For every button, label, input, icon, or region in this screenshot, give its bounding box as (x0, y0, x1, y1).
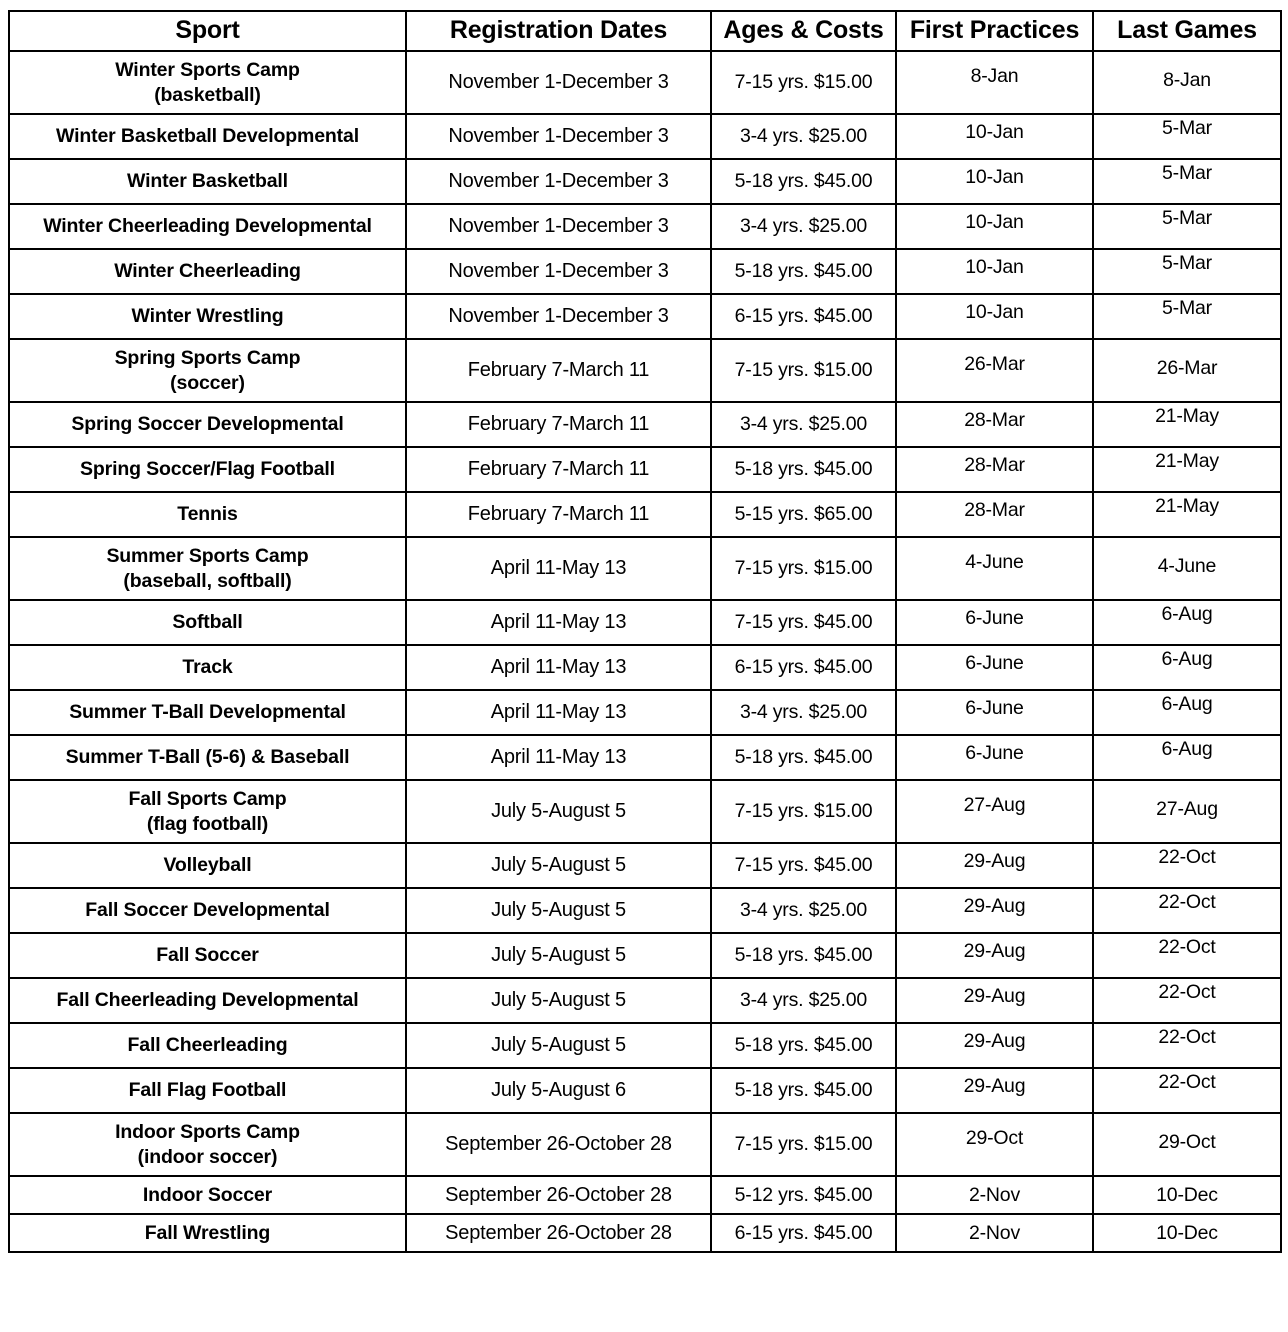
cell-ages-costs: 7-15 yrs. $45.00 (711, 843, 896, 888)
cell-registration-dates: November 1-December 3 (406, 51, 711, 114)
cell-first-practice: 6-June (896, 645, 1093, 690)
sport-subtitle: (flag football) (146, 812, 269, 835)
cell-sport (9, 114, 406, 159)
table-row (9, 402, 1281, 447)
table-row (9, 600, 1281, 645)
cell-sport (9, 780, 406, 843)
table-row (9, 645, 1281, 690)
cell-first-practice: 10-Jan (896, 249, 1093, 294)
cell-registration-dates: July 5-August 5 (406, 933, 711, 978)
cell-first-practice: 6-June (896, 735, 1093, 780)
table-row (9, 735, 1281, 780)
sport-name: Summer T-Ball (5-6) & Baseball (65, 746, 350, 769)
cell-sport (9, 339, 406, 402)
cell-last-game: 21-May (1093, 447, 1281, 492)
column-header-registration-dates: Registration Dates (406, 11, 711, 51)
cell-sport (9, 402, 406, 447)
cell-ages-costs: 3-4 yrs. $25.00 (711, 204, 896, 249)
cell-registration-dates: September 26-October 28 (406, 1214, 711, 1252)
sport-name: Spring Sports Camp (114, 346, 301, 369)
cell-last-game: 21-May (1093, 402, 1281, 447)
cell-last-game: 22-Oct (1093, 978, 1281, 1023)
cell-sport (9, 492, 406, 537)
cell-ages-costs: 5-18 yrs. $45.00 (711, 1068, 896, 1113)
sport-name: Winter Basketball (127, 170, 288, 193)
cell-ages-costs: 5-18 yrs. $45.00 (711, 1023, 896, 1068)
cell-registration-dates: September 26-October 28 (406, 1113, 711, 1176)
cell-ages-costs: 7-15 yrs. $15.00 (711, 51, 896, 114)
table-row (9, 447, 1281, 492)
cell-ages-costs: 7-15 yrs. $45.00 (711, 600, 896, 645)
cell-sport (9, 1214, 406, 1252)
sport-subtitle: (basketball) (154, 83, 261, 106)
cell-first-practice: 4-June (896, 537, 1093, 600)
table-row (9, 888, 1281, 933)
sport-name: Winter Basketball Developmental (56, 125, 359, 148)
table-row (9, 114, 1281, 159)
cell-ages-costs: 3-4 yrs. $25.00 (711, 978, 896, 1023)
sport-subtitle: (baseball, softball) (123, 569, 292, 592)
cell-first-practice: 10-Jan (896, 159, 1093, 204)
cell-last-game: 5-Mar (1093, 249, 1281, 294)
cell-registration-dates: November 1-December 3 (406, 159, 711, 204)
cell-sport (9, 888, 406, 933)
cell-sport (9, 1023, 406, 1068)
table-row (9, 294, 1281, 339)
table-row (9, 1113, 1281, 1176)
table-row (9, 204, 1281, 249)
cell-ages-costs: 3-4 yrs. $25.00 (711, 690, 896, 735)
cell-registration-dates: April 11-May 13 (406, 645, 711, 690)
cell-sport (9, 1113, 406, 1176)
cell-ages-costs: 6-15 yrs. $45.00 (711, 1214, 896, 1252)
cell-registration-dates: April 11-May 13 (406, 537, 711, 600)
table-body (9, 51, 1281, 1252)
sport-name: Fall Soccer Developmental (85, 899, 330, 922)
cell-ages-costs: 5-18 yrs. $45.00 (711, 159, 896, 204)
table-row (9, 159, 1281, 204)
sport-name: Track (182, 656, 233, 679)
column-header-sport: Sport (9, 11, 406, 51)
cell-last-game: 10-Dec (1093, 1176, 1281, 1214)
cell-first-practice: 10-Jan (896, 204, 1093, 249)
cell-first-practice: 6-June (896, 690, 1093, 735)
sport-name: Fall Cheerleading (127, 1034, 288, 1057)
table-row (9, 843, 1281, 888)
cell-registration-dates: July 5-August 6 (406, 1068, 711, 1113)
cell-sport (9, 294, 406, 339)
table-row (9, 1068, 1281, 1113)
cell-registration-dates: July 5-August 5 (406, 843, 711, 888)
cell-registration-dates: November 1-December 3 (406, 249, 711, 294)
cell-registration-dates: September 26-October 28 (406, 1176, 711, 1214)
table-row (9, 933, 1281, 978)
cell-registration-dates: February 7-March 11 (406, 447, 711, 492)
sport-name: Summer Sports Camp (106, 544, 309, 567)
cell-sport (9, 204, 406, 249)
table-row (9, 780, 1281, 843)
cell-registration-dates: February 7-March 11 (406, 492, 711, 537)
sport-name: Summer T-Ball Developmental (69, 701, 346, 724)
cell-ages-costs: 6-15 yrs. $45.00 (711, 294, 896, 339)
cell-first-practice: 10-Jan (896, 114, 1093, 159)
table-row (9, 690, 1281, 735)
cell-first-practice: 29-Aug (896, 1068, 1093, 1113)
cell-first-practice: 29-Aug (896, 978, 1093, 1023)
cell-sport (9, 690, 406, 735)
cell-registration-dates: July 5-August 5 (406, 888, 711, 933)
sport-name: Winter Sports Camp (115, 58, 300, 81)
cell-first-practice: 29-Aug (896, 843, 1093, 888)
cell-registration-dates: July 5-August 5 (406, 780, 711, 843)
cell-last-game: 6-Aug (1093, 600, 1281, 645)
cell-registration-dates: February 7-March 11 (406, 339, 711, 402)
sport-name: Tennis (177, 503, 238, 526)
sport-name: Fall Soccer (156, 944, 259, 967)
sport-subtitle: (soccer) (170, 371, 245, 394)
cell-ages-costs: 3-4 yrs. $25.00 (711, 114, 896, 159)
cell-first-practice: 29-Aug (896, 1023, 1093, 1068)
column-header-last-games: Last Games (1093, 11, 1281, 51)
cell-last-game: 6-Aug (1093, 735, 1281, 780)
cell-last-game: 29-Oct (1093, 1113, 1281, 1176)
cell-last-game: 6-Aug (1093, 645, 1281, 690)
table-row (9, 978, 1281, 1023)
sport-name: Softball (172, 611, 243, 634)
cell-last-game: 10-Dec (1093, 1214, 1281, 1252)
cell-first-practice: 2-Nov (896, 1214, 1093, 1252)
table-header (9, 11, 1281, 51)
sport-name: Spring Soccer/Flag Football (80, 458, 335, 481)
cell-registration-dates: April 11-May 13 (406, 600, 711, 645)
cell-sport (9, 843, 406, 888)
sport-name: Winter Cheerleading (114, 260, 301, 283)
table-row (9, 1214, 1281, 1252)
cell-ages-costs: 3-4 yrs. $25.00 (711, 402, 896, 447)
table-row (9, 492, 1281, 537)
cell-first-practice: 28-Mar (896, 402, 1093, 447)
cell-sport (9, 645, 406, 690)
sport-name: Fall Sports Camp (128, 787, 287, 810)
header-row (9, 11, 1281, 51)
cell-last-game: 4-June (1093, 537, 1281, 600)
cell-sport (9, 933, 406, 978)
cell-sport (9, 1068, 406, 1113)
sport-name: Indoor Sports Camp (115, 1120, 300, 1143)
cell-last-game: 5-Mar (1093, 114, 1281, 159)
sport-name: Winter Wrestling (131, 305, 284, 328)
sport-name: Spring Soccer Developmental (71, 413, 344, 436)
sport-name: Winter Cheerleading Developmental (43, 215, 372, 238)
cell-sport (9, 159, 406, 204)
sport-subtitle: (indoor soccer) (137, 1145, 278, 1168)
cell-last-game: 27-Aug (1093, 780, 1281, 843)
cell-sport (9, 600, 406, 645)
sport-name: Fall Flag Football (128, 1079, 287, 1102)
table-row (9, 249, 1281, 294)
sport-name: Fall Cheerleading Developmental (56, 989, 359, 1012)
cell-ages-costs: 5-18 yrs. $45.00 (711, 933, 896, 978)
cell-last-game: 6-Aug (1093, 690, 1281, 735)
cell-last-game: 5-Mar (1093, 159, 1281, 204)
cell-sport (9, 447, 406, 492)
cell-last-game: 22-Oct (1093, 1023, 1281, 1068)
cell-last-game: 22-Oct (1093, 1068, 1281, 1113)
cell-first-practice: 28-Mar (896, 492, 1093, 537)
cell-first-practice: 6-June (896, 600, 1093, 645)
table-row (9, 1176, 1281, 1214)
cell-registration-dates: November 1-December 3 (406, 294, 711, 339)
cell-sport (9, 735, 406, 780)
table-row (9, 1023, 1281, 1068)
cell-last-game: 22-Oct (1093, 933, 1281, 978)
cell-ages-costs: 5-18 yrs. $45.00 (711, 249, 896, 294)
cell-last-game: 5-Mar (1093, 204, 1281, 249)
cell-ages-costs: 6-15 yrs. $45.00 (711, 645, 896, 690)
cell-registration-dates: April 11-May 13 (406, 690, 711, 735)
cell-ages-costs: 7-15 yrs. $15.00 (711, 537, 896, 600)
cell-ages-costs: 7-15 yrs. $15.00 (711, 780, 896, 843)
cell-first-practice: 29-Oct (896, 1113, 1093, 1176)
cell-sport (9, 249, 406, 294)
sport-name: Fall Wrestling (144, 1221, 271, 1244)
cell-last-game: 5-Mar (1093, 294, 1281, 339)
table-row (9, 537, 1281, 600)
cell-registration-dates: November 1-December 3 (406, 114, 711, 159)
cell-first-practice: 28-Mar (896, 447, 1093, 492)
cell-first-practice: 27-Aug (896, 780, 1093, 843)
column-header-first-practices: First Practices (896, 11, 1093, 51)
table-row (9, 339, 1281, 402)
cell-ages-costs: 3-4 yrs. $25.00 (711, 888, 896, 933)
column-header-ages-costs: Ages & Costs (711, 11, 896, 51)
cell-first-practice: 29-Aug (896, 933, 1093, 978)
cell-ages-costs: 5-18 yrs. $45.00 (711, 447, 896, 492)
table-row (9, 51, 1281, 114)
cell-first-practice: 2-Nov (896, 1176, 1093, 1214)
cell-sport (9, 978, 406, 1023)
cell-first-practice: 8-Jan (896, 51, 1093, 114)
cell-last-game: 8-Jan (1093, 51, 1281, 114)
sport-name: Indoor Soccer (142, 1183, 273, 1206)
cell-ages-costs: 7-15 yrs. $15.00 (711, 339, 896, 402)
cell-ages-costs: 7-15 yrs. $15.00 (711, 1113, 896, 1176)
cell-registration-dates: July 5-August 5 (406, 1023, 711, 1068)
cell-ages-costs: 5-15 yrs. $65.00 (711, 492, 896, 537)
cell-sport (9, 1176, 406, 1214)
cell-last-game: 22-Oct (1093, 843, 1281, 888)
cell-sport (9, 537, 406, 600)
cell-sport (9, 51, 406, 114)
cell-registration-dates: April 11-May 13 (406, 735, 711, 780)
cell-ages-costs: 5-12 yrs. $45.00 (711, 1176, 896, 1214)
cell-first-practice: 29-Aug (896, 888, 1093, 933)
cell-last-game: 22-Oct (1093, 888, 1281, 933)
cell-ages-costs: 5-18 yrs. $45.00 (711, 735, 896, 780)
cell-first-practice: 10-Jan (896, 294, 1093, 339)
cell-first-practice: 26-Mar (896, 339, 1093, 402)
cell-registration-dates: February 7-March 11 (406, 402, 711, 447)
sports-schedule-table (8, 10, 1282, 1253)
cell-last-game: 21-May (1093, 492, 1281, 537)
cell-registration-dates: November 1-December 3 (406, 204, 711, 249)
sport-name: Volleyball (163, 854, 252, 877)
cell-registration-dates: July 5-August 5 (406, 978, 711, 1023)
cell-last-game: 26-Mar (1093, 339, 1281, 402)
